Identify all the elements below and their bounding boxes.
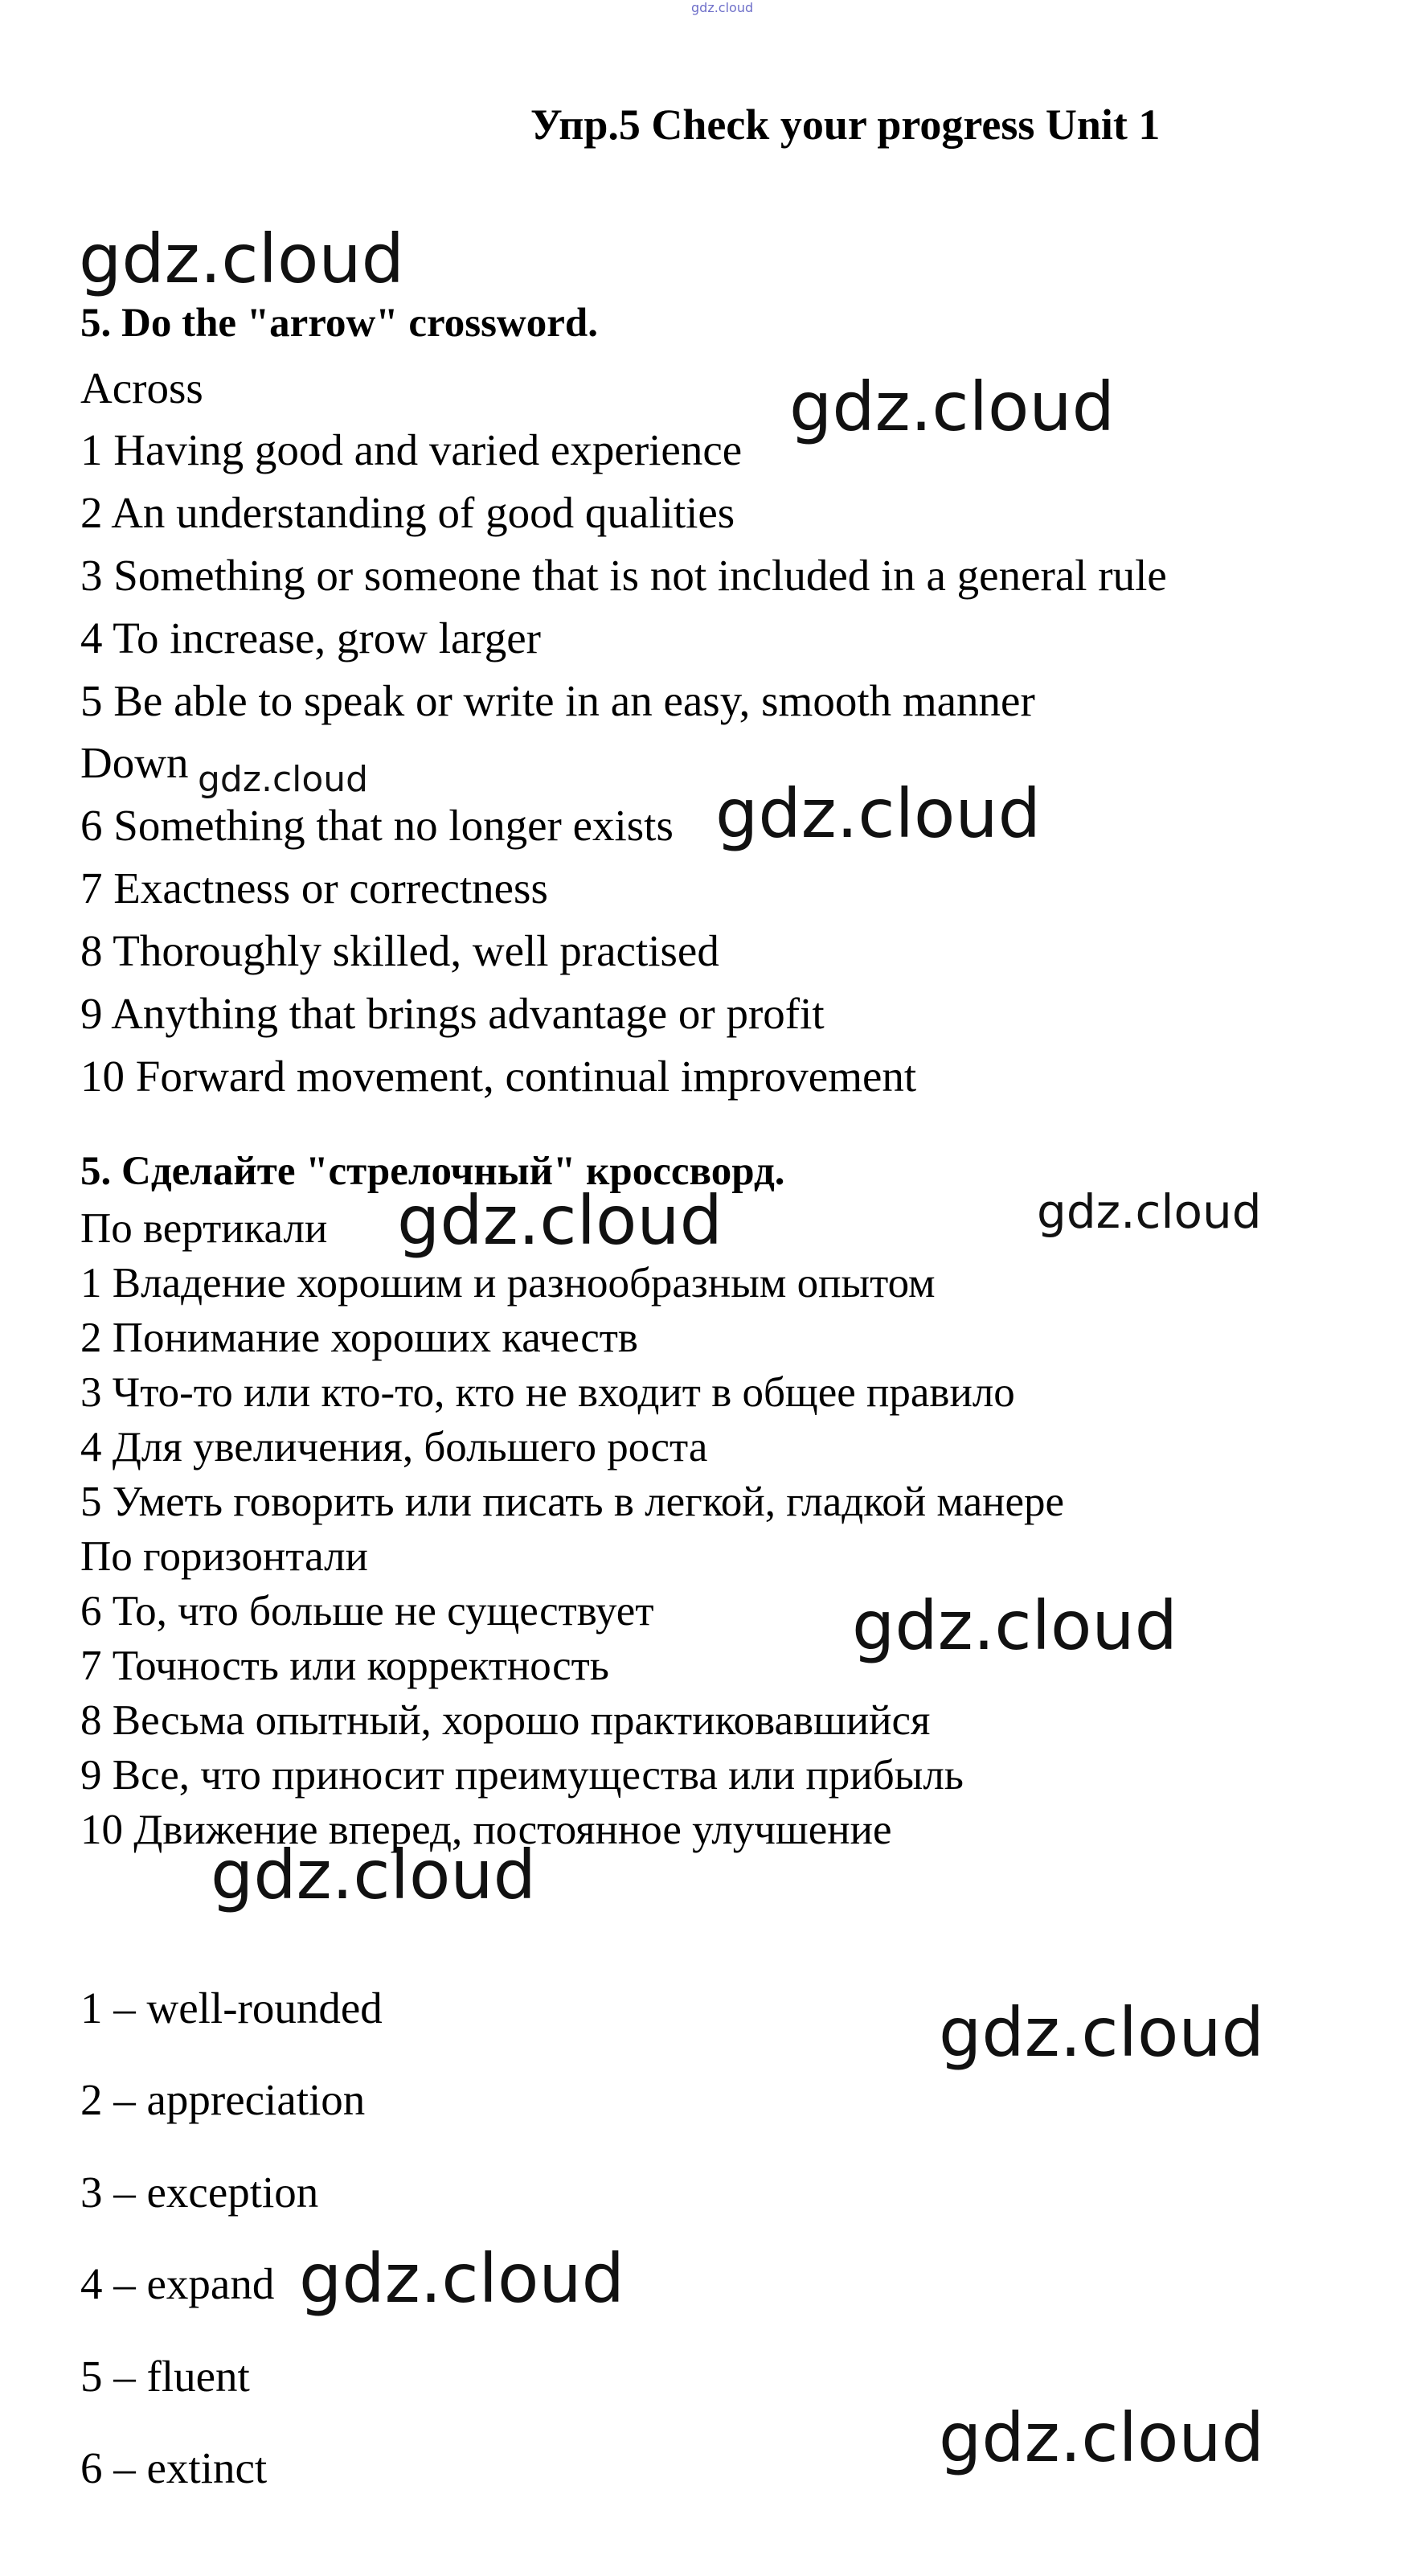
page-title: Упр.5 Check your progress Unit 1 <box>530 100 1161 149</box>
watermark: gdz.cloud <box>299 2239 624 2318</box>
watermark: gdz.cloud <box>852 1586 1177 1665</box>
horizontal-clue-10: 10 Движение вперед, постоянное улучшение <box>80 1807 892 1853</box>
watermark: gdz.cloud <box>939 2398 1264 2477</box>
down-clue-7: 7 Exactness or correctness <box>80 863 548 913</box>
horizontal-clue-9: 9 Все, что приносит преимущества или прибыль <box>80 1752 964 1799</box>
across-label: Across <box>80 363 203 412</box>
answer-2: 2 – appreciation <box>80 2075 366 2124</box>
across-clue-2: 2 An understanding of good qualities <box>80 488 735 537</box>
down-clue-9: 9 Anything that brings advantage or profit <box>80 989 825 1038</box>
watermark: gdz.cloud <box>715 774 1041 853</box>
down-clue-6: 6 Something that no longer exists <box>80 801 674 850</box>
vertical-clue-5: 5 Уметь говорить или писать в легкой, гладкой манере <box>80 1479 1065 1525</box>
horizontal-clue-6: 6 То, что больше не существует <box>80 1588 654 1635</box>
vertical-clue-2: 2 Понимание хороших качеств <box>80 1315 638 1361</box>
watermark: gdz.cloud <box>198 759 369 800</box>
horizontal-clue-8: 8 Весьма опытный, хорошо практиковавшийся <box>80 1697 931 1744</box>
watermark: gdz.cloud <box>789 367 1115 446</box>
answer-6: 6 – extinct <box>80 2443 268 2492</box>
down-label: Down <box>80 738 189 787</box>
vertical-label: По вертикали <box>80 1205 328 1252</box>
answer-1: 1 – well-rounded <box>80 1983 383 2032</box>
english-heading: 5. Do the "arrow" crossword. <box>80 301 598 346</box>
vertical-clue-1: 1 Владение хорошим и разнообразным опытом <box>80 1260 936 1306</box>
watermark: gdz.cloud <box>939 1993 1264 2072</box>
answer-5: 5 – fluent <box>80 2352 250 2401</box>
answer-3: 3 – exception <box>80 2168 319 2217</box>
watermark: gdz.cloud <box>397 1181 723 1260</box>
across-clue-4: 4 To increase, grow larger <box>80 613 541 662</box>
down-clue-8: 8 Thoroughly skilled, well practised <box>80 926 719 975</box>
horizontal-clue-7: 7 Точность или корректность <box>80 1643 609 1689</box>
russian-heading: 5. Сделайте "стрелочный" кроссворд. <box>80 1149 785 1194</box>
watermark: gdz.cloud <box>1037 1184 1262 1239</box>
vertical-clue-4: 4 Для увеличения, большего роста <box>80 1424 708 1471</box>
across-clue-3: 3 Something or someone that is not included in a general rule <box>80 551 1167 600</box>
down-clue-10: 10 Forward movement, continual improvement <box>80 1052 917 1101</box>
watermark-top: gdz.cloud <box>691 0 754 15</box>
answer-4: 4 – expand <box>80 2259 275 2308</box>
watermark: gdz.cloud <box>211 1836 536 1914</box>
horizontal-label: По горизонтали <box>80 1533 368 1580</box>
vertical-clue-3: 3 Что-то или кто-то, кто не входит в общее правило <box>80 1369 1015 1416</box>
across-clue-5: 5 Be able to speak or write in an easy, smooth manner <box>80 676 1035 725</box>
across-clue-1: 1 Having good and varied experience <box>80 425 743 474</box>
watermark: gdz.cloud <box>79 219 404 298</box>
